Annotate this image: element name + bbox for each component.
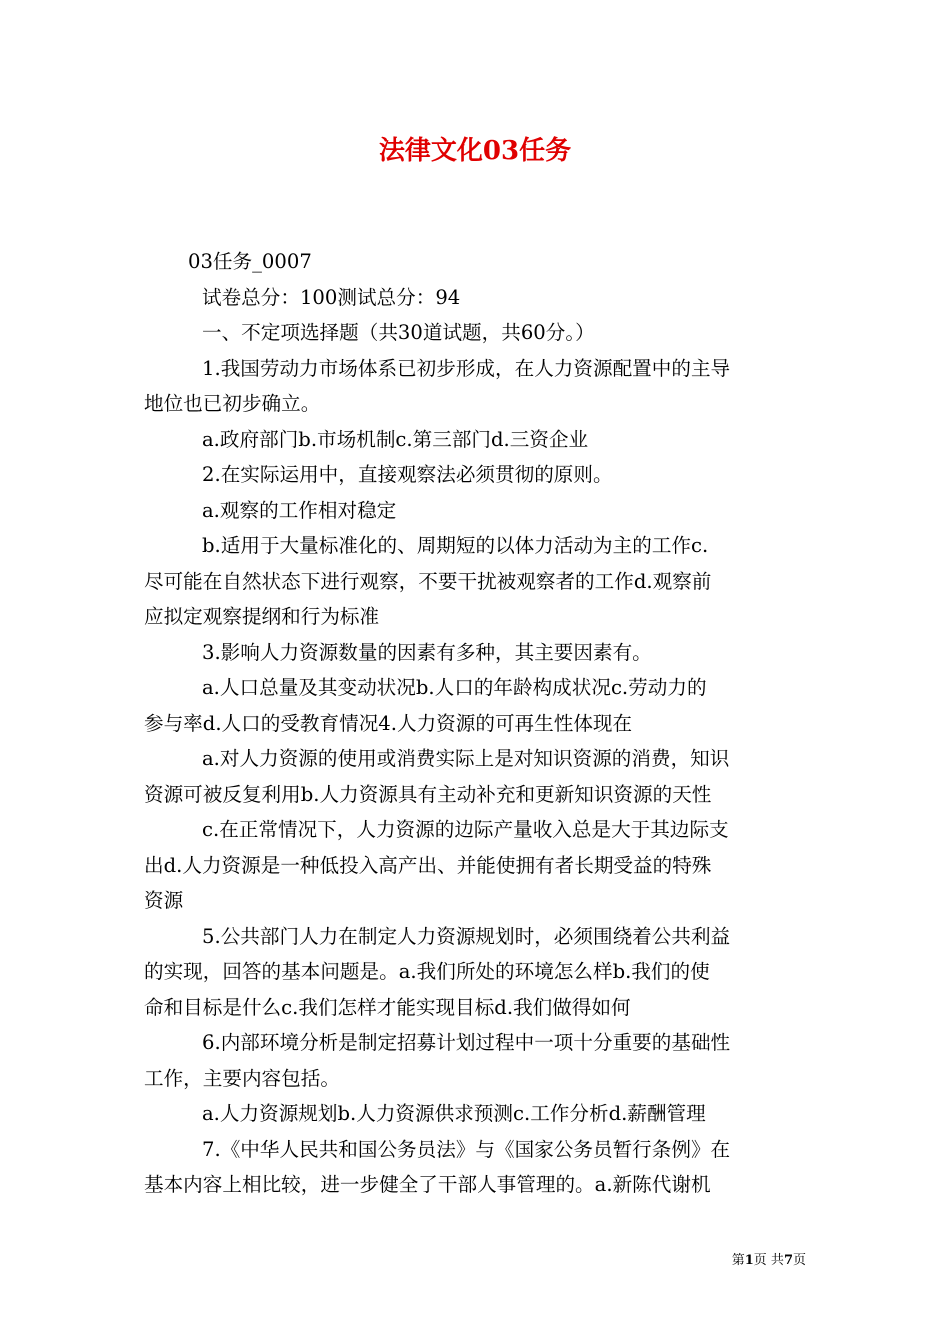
paragraph-line: a.政府部门b.市场机制c.第三部门d.三资企业 xyxy=(202,427,589,451)
footer-suffix: 页 xyxy=(792,1253,806,1268)
footer-page-number: 1 xyxy=(744,1253,754,1268)
paragraph-line: 资源可被反复利用b.人力资源具有主动补充和更新知识资源的天性 xyxy=(144,782,712,806)
paragraph-line: 7.《中华人民共和国公务员法》与《国家公务员暂行条例》在 xyxy=(202,1137,731,1161)
paragraph-line: 命和目标是什么c.我们怎样才能实现目标d.我们做得如何 xyxy=(144,995,631,1019)
paragraph-line: 一、不定项选择题（共30道试题，共60分。） xyxy=(202,321,595,344)
paragraph-line: 资源 xyxy=(144,889,184,912)
footer-middle: 页 共 xyxy=(753,1253,784,1268)
paragraph-line: 5.公共部门人力在制定人力资源规划时，必须围绕着公共利益 xyxy=(202,924,731,948)
footer-prefix: 第 xyxy=(731,1253,745,1268)
paragraph-line: 03任务_0007 xyxy=(188,250,312,273)
paragraph-line: 6.内部环境分析是制定招募计划过程中一项十分重要的基础性 xyxy=(202,1031,731,1054)
paragraph-line: 参与率d.人口的受教育情况4.人力资源的可再生性体现在 xyxy=(144,711,633,735)
paragraph-line: 试卷总分：100测试总分：94 xyxy=(202,285,461,309)
paragraph-line: a.对人力资源的使用或消费实际上是对知识资源的消费，知识 xyxy=(202,747,730,770)
document-title: 法律文化03任务 xyxy=(378,136,572,166)
document-body xyxy=(144,244,808,1203)
paragraph-line: 尽可能在自然状态下进行观察，不要干扰被观察者的工作d.观察前 xyxy=(144,569,712,593)
paragraph-line: a.人力资源规划b.人力资源供求预测c.工作分析d.薪酬管理 xyxy=(202,1102,706,1125)
paragraph-line: 出d.人力资源是一种低投入高产出、并能使拥有者长期受益的特殊 xyxy=(144,853,712,877)
paragraph-line: 1.我国劳动力市场体系已初步形成，在人力资源配置中的主导 xyxy=(202,356,731,380)
page-footer xyxy=(732,1249,806,1268)
paragraph-line: b.适用于大量标准化的、周期短的以体力活动为主的工作c. xyxy=(202,534,709,557)
paragraph-line: a.人口总量及其变动状况b.人口的年龄构成状况c.劳动力的 xyxy=(202,676,707,699)
paragraph-line: 工作，主要内容包括。 xyxy=(144,1066,340,1090)
paragraph-line: 的实现，回答的基本问题是。a.我们所处的环境怎么样b.我们的使 xyxy=(144,960,710,983)
footer-total-pages: 7 xyxy=(783,1253,793,1268)
paragraph-line: a.观察的工作相对稳定 xyxy=(202,498,397,522)
paragraph-line: c.在正常情况下，人力资源的边际产量收入总是大于其边际支 xyxy=(202,818,729,841)
paragraph-line: 3.影响人力资源数量的因素有多种，其主要因素有。 xyxy=(202,640,652,664)
paragraph-line: 应拟定观察提纲和行为标准 xyxy=(144,605,380,628)
paragraph-line: 基本内容上相比较，进一步健全了干部人事管理的。a.新陈代谢机 xyxy=(144,1173,711,1196)
paragraph-line: 地位也已初步确立。 xyxy=(144,392,321,415)
paragraph-line: 2.在实际运用中，直接观察法必须贯彻的原则。 xyxy=(202,463,613,486)
